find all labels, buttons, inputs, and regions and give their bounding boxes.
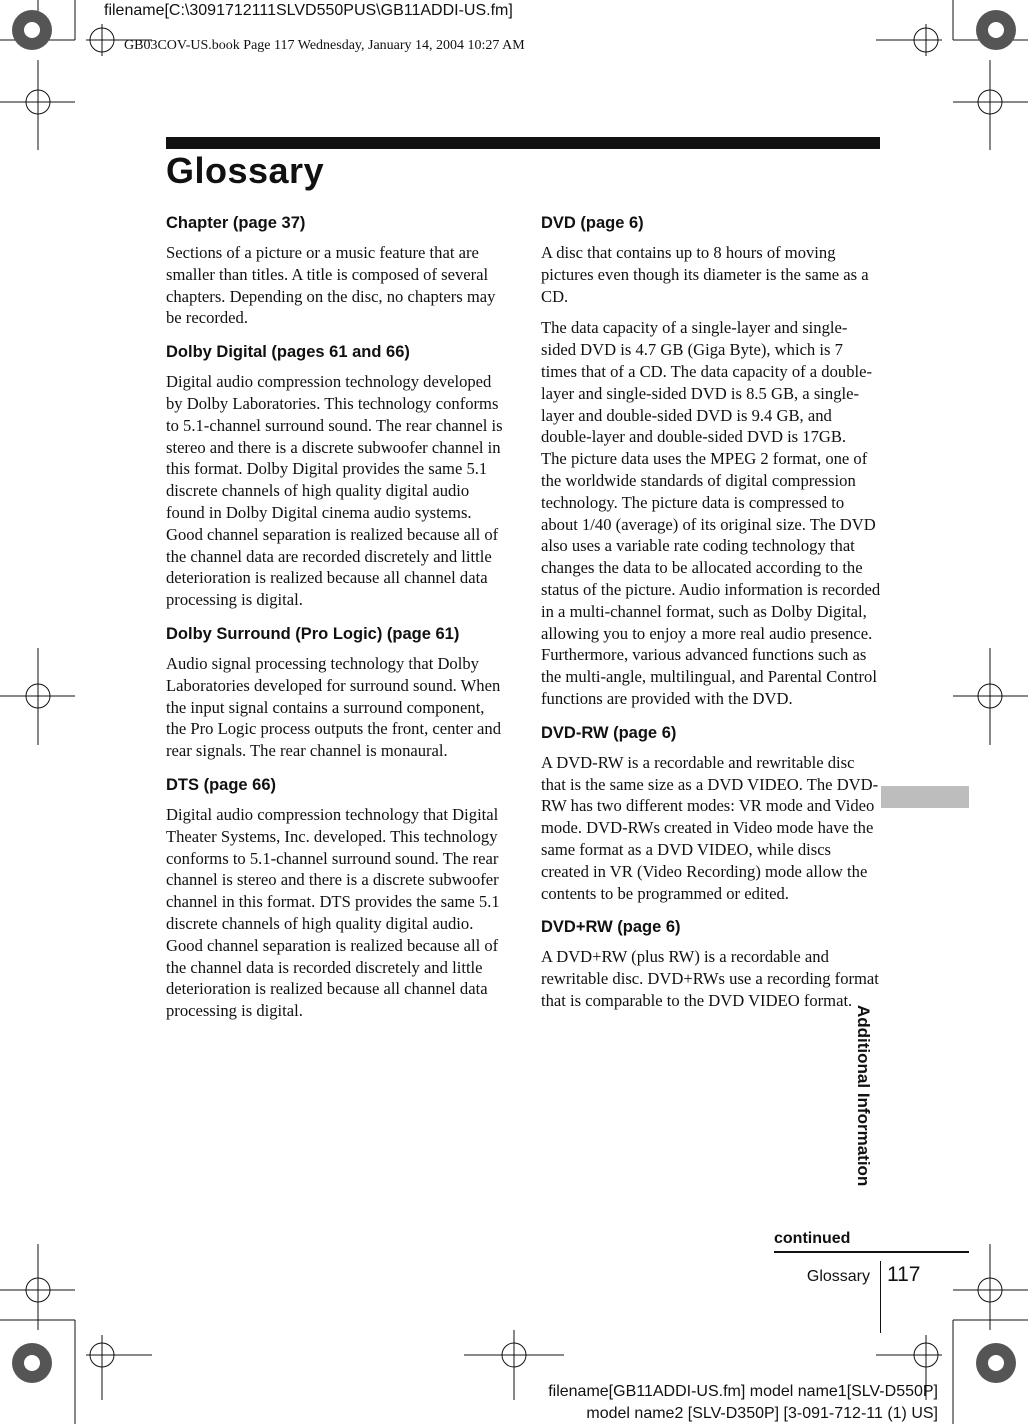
entry-text: Digital audio compression technology that Digital Theater Systems, Inc. developed. This technology conforms to 5.1-channel surround sound. The rear channel is stereo and there is a discrete subwoofer channel in this format. DTS provides the same 5.1 discrete channels of high quality digital audio. Good channel separation is realized because all of the channel data is recorded discretely and little deterioration is realized because all channel data processing is digital. xyxy=(166,804,500,1021)
footer-section-name: Glossary xyxy=(806,1268,870,1285)
entry-text: A DVD-RW is a recordable and rewritable disc that is the same size as a DVD VIDEO. The DVD-RW has two different modes: VR mode and Video mode. DVD-RWs created in Video mode have the same format as a DVD VIDEO, while discs created in VR (Video Recording) mode allow the contents to be programmed or edited. xyxy=(541,752,879,903)
entry-text: Digital audio compression technology developed by Dolby Laboratories. This technology conforms to 5.1-channel surround sound. The rear channel is stereo and there is a discrete subwoofer channel in this format. Dolby Digital provides the same 5.1 discrete channels of high quality digital audio found in Dolby Digital cinema audio systems. Good channel separation is realized because all of the channel data are recorded discretely and little deterioration is realized because all channel data processing is digital. xyxy=(166,372,503,610)
entry-text: Audio signal processing technology that Dolby Laboratories developed for surround sound. When the input signal contains a surround component, the Pro Logic process outputs the front, center and rear signals. The rear channel is monaural. xyxy=(166,653,502,761)
glossary-entry-dts xyxy=(166,774,508,1022)
right-column xyxy=(541,212,881,1024)
entry-term: Dolby Digital (pages 61 and 66) xyxy=(166,343,410,362)
glossary-entry-dolby-surround xyxy=(166,623,508,762)
glossary-entry-dvd xyxy=(541,212,881,710)
glossary-entry-dvd-rw xyxy=(541,722,881,905)
header-filename: filename[C:\3091712111SLVD550PUS\GB11ADDI-US.fm] xyxy=(104,2,513,19)
glossary-entry-dvd-plus-rw xyxy=(541,916,881,1011)
page-title: Glossary xyxy=(166,150,325,191)
entry-term: DVD (page 6) xyxy=(541,214,644,232)
entry-term: Chapter (page 37) xyxy=(166,214,306,232)
glossary-entry-chapter xyxy=(166,212,508,329)
footer-filename-line-2: model name2 [SLV-D350P] [3-091-712-11 (1) US] xyxy=(586,1405,938,1422)
continued-label: continued xyxy=(774,1230,851,1247)
entry-term: DTS (page 66) xyxy=(166,775,277,794)
section-tab xyxy=(881,786,969,808)
entry-term: DVD-RW (page 6) xyxy=(541,723,677,742)
section-tab-label: Additional Information xyxy=(854,1005,873,1187)
footer-filename-line-1: filename[GB11ADDI-US.fm] model name1[SLV-D550P] xyxy=(548,1383,938,1400)
entry-text: The data capacity of a single-layer and single-sided DVD is 4.7 GB (Giga Byte), which is 7 times that of a CD. The data capacity of a double-layer and single-sided DVD is 8.5 GB, a single-layer and double-sided DVD is 9.4 GB, and double-layer and double-sided DVD is 17GB. The picture data uses the MPEG 2 format, one of the worldwide standards of digital compression technology. The picture data is compressed to about 1/40 (average) of its original size. The DVD also uses a variable rate coding technology that changes the data to be allocated according to the status of the picture. Audio information is recorded in a multi-channel format, such as Dolby Digital, allowing you to enjoy a more real audio presence. Furthermore, various advanced functions such as the multi-angle, multilingual, and Parental Control functions are provided with the DVD. xyxy=(541,318,881,708)
left-column xyxy=(166,212,508,1034)
glossary-entry-dolby-digital xyxy=(166,341,508,611)
continued-rule xyxy=(774,1251,969,1253)
footer-divider xyxy=(880,1261,881,1333)
page-number: 117 xyxy=(887,1263,921,1286)
entry-term: Dolby Surround (Pro Logic) (page 61) xyxy=(166,624,460,643)
entry-text: A disc that contains up to 8 hours of moving pictures even though its diameter is the same as a CD. xyxy=(541,243,869,306)
entry-term: DVD+RW (page 6) xyxy=(541,918,681,937)
entry-text: A DVD+RW (plus RW) is a recordable and rewritable disc. DVD+RWs use a recording format that is comparable to the DVD VIDEO format. xyxy=(541,947,879,1010)
header-book-line: GB03COV-US.book Page 117 Wednesday, January 14, 2004 10:27 AM xyxy=(124,38,525,53)
entry-text: Sections of a picture or a music feature that are smaller than titles. A title is composed of several chapters. Depending on the disc, no chapters may be recorded. xyxy=(166,243,496,328)
title-rule xyxy=(166,137,880,149)
